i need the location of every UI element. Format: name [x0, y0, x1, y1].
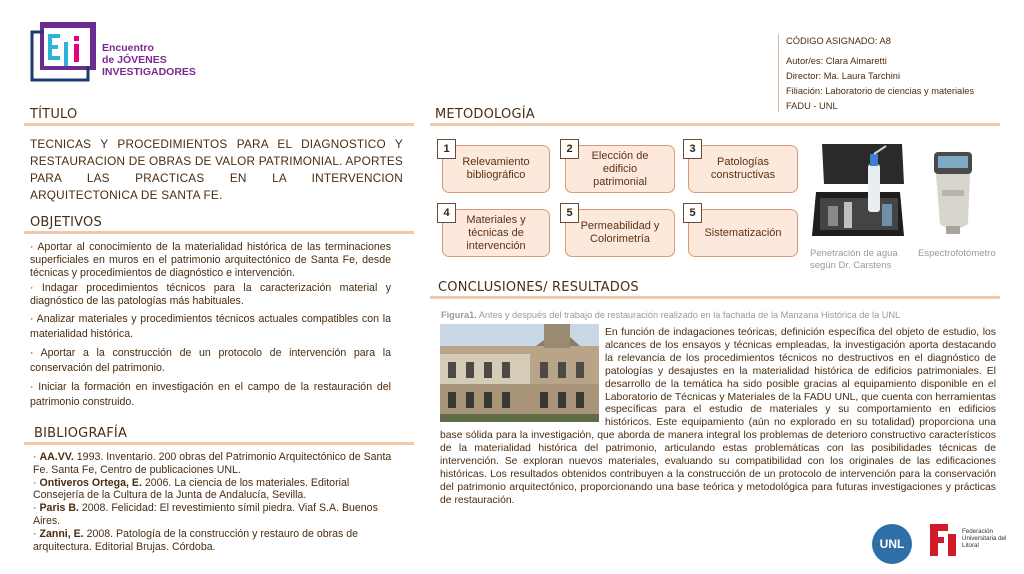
method-step-6	[688, 209, 798, 257]
method-step-label: Relevamiento bibliográfico	[462, 156, 530, 181]
bib-item: · Paris B. 2008. Felicidad: El revestimiento símil piedra. Viaf S.A. Buenos Aires.	[33, 502, 378, 527]
author: Autor/es: Clara Aimaretti	[786, 56, 887, 66]
figure-caption-text: Antes y después del trabajo de restauración realizado en la fachada de la Manzana Histórica de la UNL	[476, 310, 901, 320]
bib-rest: 2006. La ciencia de los materiales. Editorial Consejería de la Cultura de la Junta de Andalucía, Sevilla.	[33, 476, 350, 502]
bib-author: Ontiveros Ortega, E.	[39, 476, 142, 489]
bib-item: · AA.VV. 1993. Inventario. 200 obras del Patrimonio Arquitectónico de Santa Fe. Santa Fe, Centro de publicaciones UNL.	[33, 451, 392, 476]
bibliografia-heading: BIBLIOGRAFÍA	[34, 426, 128, 441]
ful-logo-mark	[928, 520, 960, 560]
conclusiones-body: En función de indagaciones teóricas, definición específica del objeto de estudio, los alcances de los ensayos y técnicas empleadas, la investigación aporta destacando la relevancia de los procedimientos técnicos no destructivos en el diagnóstico de patologías y desajustes en la materialidad histórica de edificios patrimoniales. El desarrollo de la temática ha sido posible gracias al equipamiento disponible en el Laboratorio de Técnicas y Materiales de la FADU UNL, que cuenta con herramientas específicas para el estudio de materiales y su comportamiento en edificios históricos. Este equipamiento (aún no explorado en su totalidad) proporciona una base sólida para la investigación, que aborda de manera integral los problemas de deterioro constructivo característicos de la materialidad histórica del patrimonio, articulando estas problemáticas con las posibilidades técnicas de intervención. Se exploran nuevos materiales, evaluando su compatibilidad con los originales de las edificaciones históricas. Los resultados obtenidos contribuyen a la construcción de un protocolo de intervención para la conservación del patrimonio arquitectónico, proporcionando una base teórica y metodológica para futuras investigaciones y prácticas de restauración.	[440, 327, 996, 506]
bib-item: · Zanni, E. 2008. Patología de la construcción y restauro de obras de arquitectura. Editorial Brujas. Córdoba.	[33, 527, 359, 553]
spectrophotometer-caption: Espectrofotómetro	[918, 248, 996, 259]
method-step-2	[565, 145, 675, 193]
water-penetration-kit-image	[812, 144, 904, 242]
titulo-heading: TÍTULO	[30, 107, 78, 122]
conclusiones-rule	[430, 296, 1000, 299]
unl-logo	[872, 524, 912, 564]
objetivo-item: · Iniciar la formación en investigación en el campo de la restauración del patrimonio construido.	[30, 381, 391, 408]
logo	[30, 20, 200, 82]
bib-author: Paris B.	[39, 502, 79, 515]
bibliografia-list	[33, 451, 393, 553]
conclusiones-heading: CONCLUSIONES/ RESULTADOS	[438, 280, 639, 295]
logo-line2: de JÓVENES	[102, 54, 167, 66]
faculty: FADU - UNL	[786, 101, 838, 111]
method-step-1	[442, 145, 550, 193]
figure-caption	[441, 310, 1001, 320]
director: Director: Ma. Laura Tarchini	[786, 71, 901, 81]
method-step-number: 4	[437, 203, 456, 223]
bib-rest: 2008. Patología de la construcción y restauro de obras de arquitectura. Editorial Brujas. Córdoba.	[33, 527, 359, 553]
method-step-number: 5	[560, 203, 579, 223]
water-penetration-caption: Penetración de agua según Dr. Carstens	[810, 248, 898, 271]
method-step-5	[565, 209, 675, 257]
method-step-label: Permeabilidad y Colorimetría	[580, 220, 660, 245]
bib-author: AA.VV.	[39, 451, 74, 463]
method-step-4	[442, 209, 550, 257]
objetivo-item: · Aportar a la construcción de un protocolo de intervención para la conservación del patrimonio.	[30, 347, 391, 374]
method-step-label: Patologías constructivas	[710, 156, 776, 181]
titulo-rule	[24, 123, 414, 126]
method-step-label: Sistematización	[704, 226, 782, 239]
objetivos-rule	[24, 231, 414, 234]
bib-author: Zanni, E.	[39, 527, 84, 540]
bib-item: · Ontiveros Ortega, E. 2006. La ciencia de los materiales. Editorial Consejería de la Cultura de la Junta de Andalucía, Sevilla.	[33, 476, 350, 502]
objetivo-item: · Indagar procedimientos técnicos para la caracterización material y diagnóstico de las patologías más habituales.	[30, 282, 391, 307]
method-step-number: 3	[683, 139, 702, 159]
objetivos-list	[30, 241, 391, 410]
info-block	[778, 34, 1011, 112]
ful-logo-text: Federación Universitaria del Litoral	[962, 528, 1007, 550]
objetivo-item: · Analizar materiales y procedimientos técnicos actuales compatibles con la materialidad histórica.	[30, 313, 391, 340]
bib-rest: 1993. Inventario. 200 obras del Patrimonio Arquitectónico de Santa Fe. Santa Fe, Centro de publicaciones UNL.	[33, 451, 392, 476]
objetivo-item: · Aportar al conocimiento de la materialidad histórica de las terminaciones superficiales en muros en el patrimonio arquitectónico de Santa Fe, desde técnicas y procedimientos de diagnóstico e intervención.	[30, 241, 391, 279]
bibliografia-rule	[24, 442, 414, 445]
eji-logo-mark	[30, 20, 98, 82]
method-step-number: 5	[683, 203, 702, 223]
conclusiones-text	[440, 327, 996, 508]
affiliation: Filiación: Laboratorio de ciencias y materiales	[786, 86, 975, 96]
method-step-number: 1	[437, 139, 456, 159]
method-step-number: 2	[560, 139, 579, 159]
metodologia-heading: METODOLOGÍA	[435, 107, 535, 122]
method-step-label: Materiales y técnicas de intervención	[466, 213, 526, 252]
method-step-label: Elección de edificio patrimonial	[591, 149, 649, 188]
bib-rest: 2008. Felicidad: El revestimiento símil piedra. Viaf S.A. Buenos Aires.	[33, 502, 378, 527]
objetivos-heading: OBJETIVOS	[30, 215, 102, 230]
unl-logo-text: UNL	[879, 537, 905, 551]
metodologia-rule	[430, 123, 1000, 126]
method-step-3	[688, 145, 798, 193]
assigned-code: CÓDIGO ASIGNADO: A8	[786, 36, 891, 46]
logo-line3: INVESTIGADORES	[102, 66, 196, 78]
titulo-text: TECNICAS Y PROCEDIMIENTOS PARA EL DIAGNOSTICO Y RESTAURACION DE OBRAS DE VALOR PATRIMONIAL. APORTES PARA LAS PRACTICAS EN LA INTERVENCION ARQUITECTONICA DE SANTA FE.	[30, 137, 403, 202]
figure-label: Figura1.	[441, 310, 477, 320]
spectrophotometer-image	[928, 150, 978, 236]
logo-line1: Encuentro	[102, 42, 154, 54]
